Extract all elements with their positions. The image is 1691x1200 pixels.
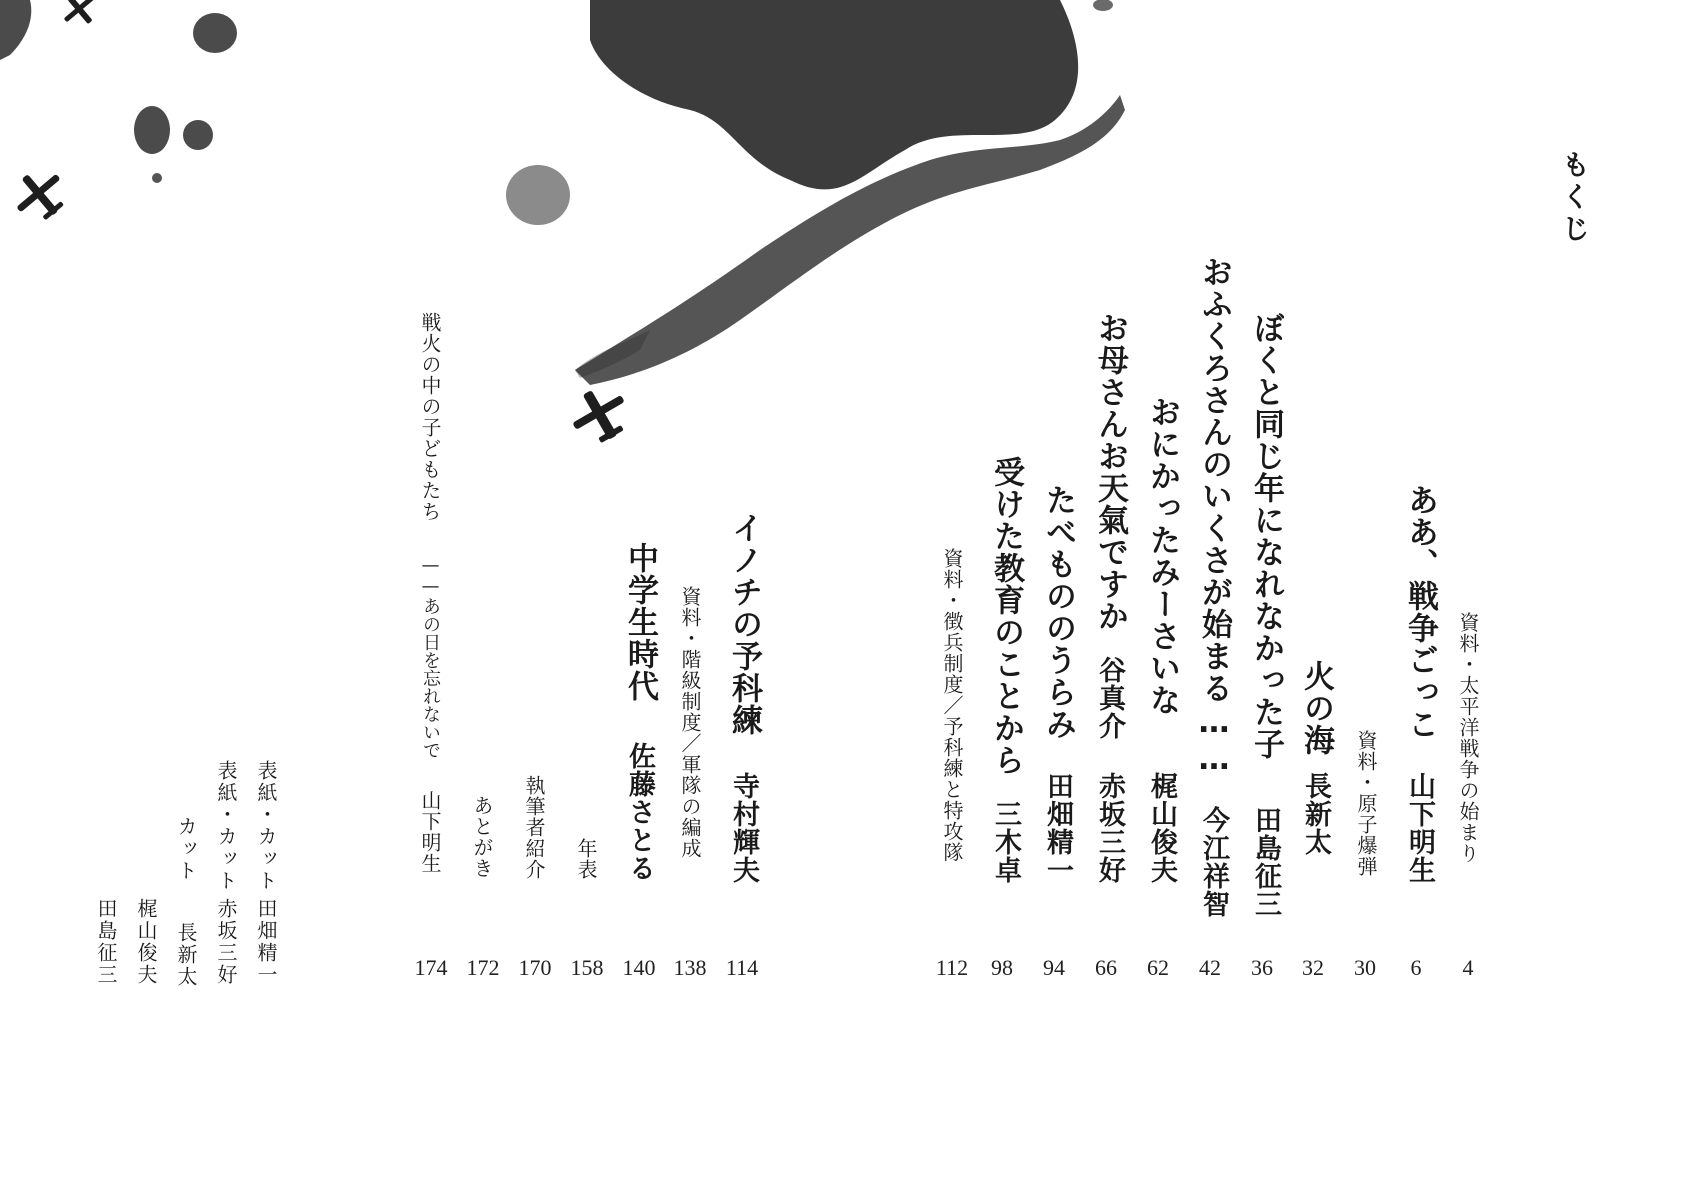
credit-name: 長新太 (174, 922, 198, 988)
entry-author: 山下明生 (1404, 772, 1435, 884)
page-number: 6 (1410, 955, 1422, 980)
plane-icon (56, 0, 104, 34)
entry-author: 佐藤さとる (624, 742, 655, 882)
land-fragment (0, 0, 31, 60)
entry-author: 田畑精一 (1042, 772, 1073, 884)
entry-title: 戦火の中の子どもたち (418, 312, 442, 522)
entry-title: ああ、戦争ごっこ (1402, 484, 1438, 740)
entry-author: 梶山俊夫 (1146, 772, 1177, 884)
islet (152, 173, 162, 183)
page-number: 66 (1095, 955, 1117, 980)
page-number: 112 (935, 955, 969, 980)
page-number: 140 (622, 955, 656, 980)
entry-title: 資料・原子爆弾 (1354, 730, 1378, 877)
entry-title: 資料・徴兵制度／予科練と特攻隊 (940, 548, 964, 863)
credit-name: 梶山俊夫 (134, 898, 158, 986)
entry-author: 赤坂三好 (1094, 772, 1125, 884)
page-number: 138 (673, 955, 707, 980)
credit-role: カット (174, 816, 198, 882)
page-number: 36 (1251, 955, 1273, 980)
entry-author: 三木卓 (990, 800, 1021, 884)
entry-author: 谷真介 (1094, 656, 1125, 740)
entry-title: 資料・階級制度／軍隊の編成 (678, 586, 702, 859)
entry-author: 寺村輝夫 (728, 772, 759, 884)
plane-icon (563, 378, 637, 451)
page-number: 4 (1462, 955, 1474, 980)
entry-title: 中学生時代 (622, 542, 658, 702)
page-number: 98 (991, 955, 1013, 980)
credit-name: 田畑精一 (254, 898, 278, 986)
entry-title: ぼくと同じ年になれなかった子 (1248, 312, 1284, 760)
page-number: 174 (414, 955, 448, 980)
entry-title: 火の海 (1298, 660, 1334, 756)
cloud-puff (506, 165, 570, 225)
credit-role: 表紙・カット (214, 760, 238, 892)
entry-subtitle: ——あの日を忘れないで (420, 555, 441, 759)
entry-title: たべもののうらみ (1040, 484, 1076, 740)
plane-icon (5, 160, 76, 230)
entry-author: 田島征三 (1250, 806, 1281, 918)
page-number: 30 (1354, 955, 1376, 980)
entry-title: イノチの予科練 (726, 512, 762, 736)
page-number: 158 (570, 955, 604, 980)
entry-title: お母さんお天氣ですか (1092, 312, 1128, 632)
entry-title: おふくろさんのいくさが始まる…… (1196, 256, 1232, 778)
islet (134, 106, 170, 154)
page-number: 32 (1302, 955, 1324, 980)
entry-title: 資料・太平洋戦争の始まり (1456, 612, 1480, 864)
islet (183, 120, 213, 150)
page-number: 94 (1043, 955, 1065, 980)
page-number: 170 (518, 955, 552, 980)
page-number: 62 (1147, 955, 1169, 980)
credit-name: 田島征三 (94, 898, 118, 986)
entry-author: 今江祥智 (1198, 806, 1229, 918)
credit-name: 赤坂三好 (214, 898, 238, 986)
entry-author: 長新太 (1300, 772, 1331, 856)
islet (193, 13, 237, 53)
page-number: 172 (466, 955, 500, 980)
credit-role: 表紙・カット (254, 760, 278, 892)
entry-author: 山下明生 (418, 790, 442, 874)
entry-title: あとがき (470, 795, 494, 879)
page-number: 114 (725, 955, 759, 980)
page-number: 42 (1199, 955, 1221, 980)
entry-title: おにかったみーさいな (1144, 396, 1180, 716)
entry-title: 執筆者紹介 (522, 775, 546, 880)
islet (1093, 0, 1113, 11)
entry-title: 年表 (574, 838, 598, 880)
toc-heading: もくじ (1558, 150, 1591, 246)
entry-title: 受けた教育のことから (988, 456, 1024, 776)
